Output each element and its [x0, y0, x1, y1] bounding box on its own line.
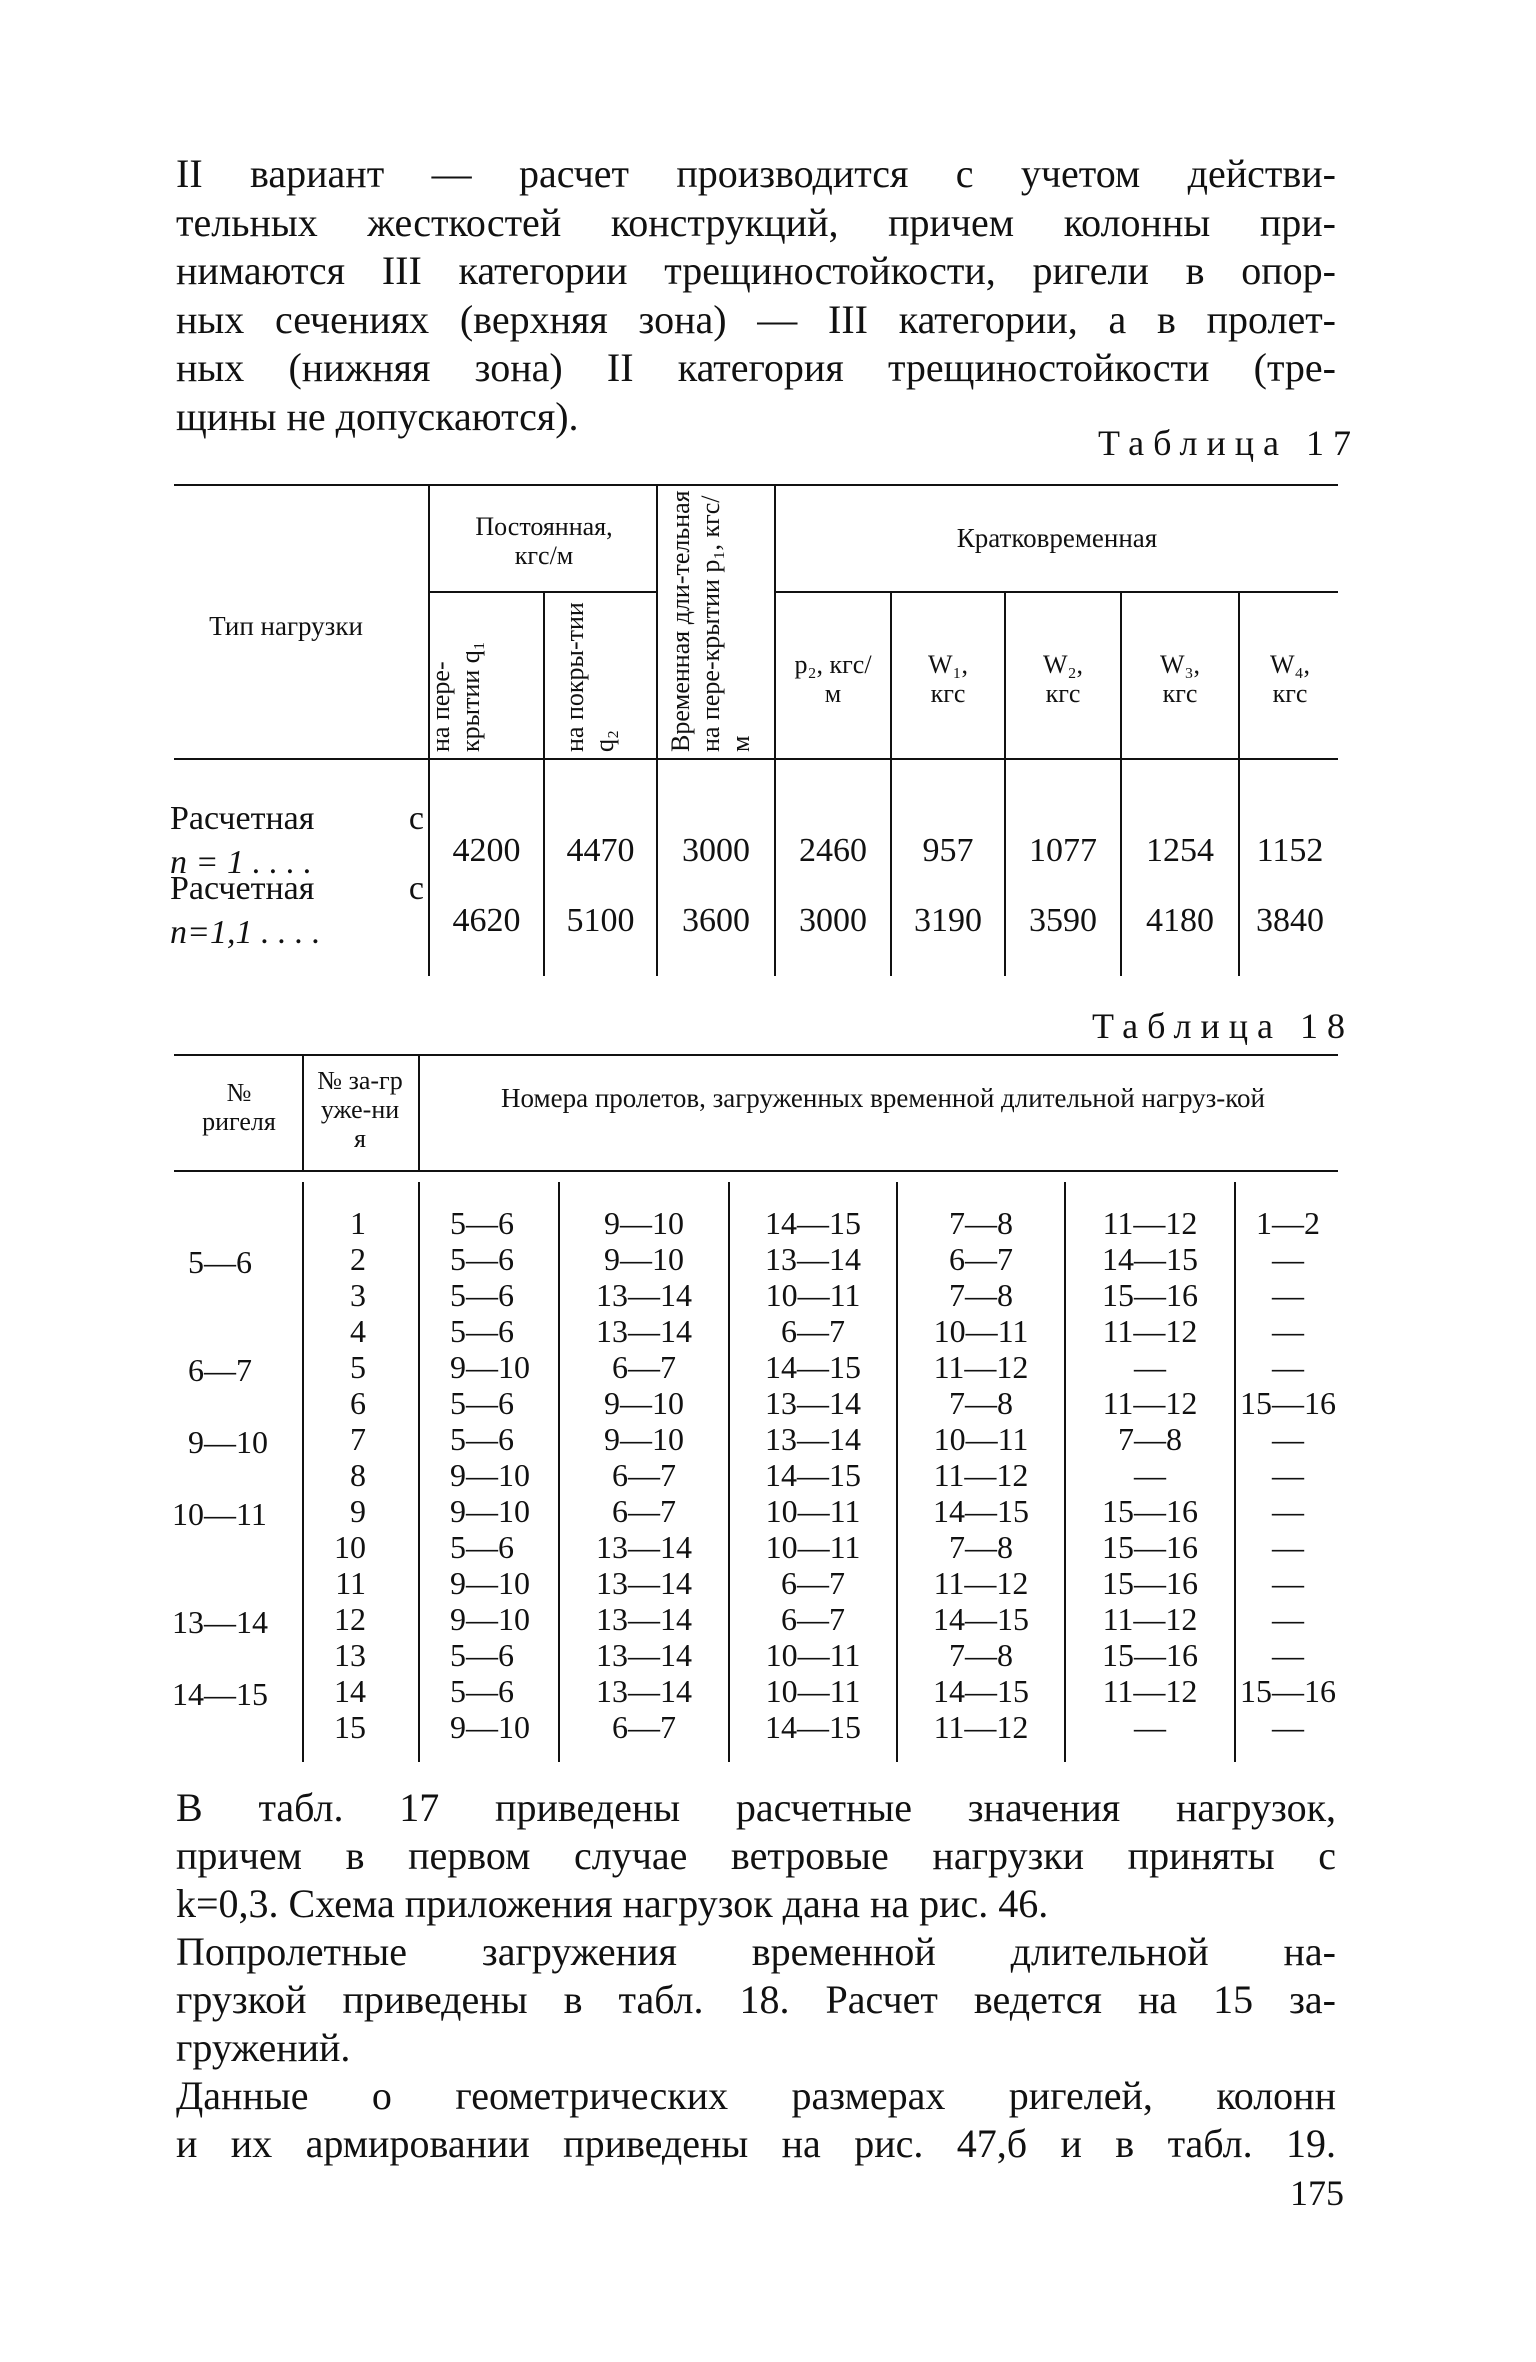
table18-load-number: 4	[350, 1313, 366, 1349]
table18-span-cell: 14—15	[765, 1349, 861, 1385]
table18-span-cell: 13—14	[596, 1673, 692, 1709]
table18-col-rigel	[176, 1078, 302, 1136]
table18-load-number: 13	[334, 1637, 366, 1673]
page-number: 175	[1290, 2173, 1344, 2213]
table18-span-cell: 14—15	[765, 1205, 861, 1241]
table18-span-cell: —	[1272, 1709, 1304, 1745]
table18-span-cell: 6—7	[612, 1457, 676, 1493]
table17-cell: 957	[922, 832, 974, 869]
table18-load-number: 10	[334, 1529, 366, 1565]
table18-span-cell: 10—11	[765, 1673, 861, 1709]
table17-cell: 4200	[452, 832, 521, 869]
table17-cell: 1254	[1146, 832, 1214, 869]
table18-span-cell: 6—7	[612, 1349, 676, 1385]
table17-top-rule	[174, 484, 1338, 486]
table18-span-cell: 9—10	[450, 1349, 530, 1385]
table18-span-cell: —	[1272, 1421, 1304, 1457]
table18-span-cell: 6—7	[949, 1241, 1013, 1277]
table18-span-cell: —	[1272, 1601, 1304, 1637]
table18-load-number: 6	[350, 1385, 366, 1421]
outro-paragraph-3	[176, 2072, 1336, 2168]
table18-span-cell: —	[1134, 1457, 1166, 1493]
table18-span-cell: 15—16	[1102, 1637, 1198, 1673]
table18-span-cell: 7—8	[949, 1637, 1013, 1673]
table18-load-number: 8	[350, 1457, 366, 1493]
table18-load-number: 1	[350, 1205, 366, 1241]
table18-span-cell: 9—10	[450, 1601, 530, 1637]
table17-cell: 3840	[1256, 902, 1324, 939]
outro-line: Попролетные загружения временной длительной на-	[176, 1929, 1336, 1974]
table18-span-cell: 5—6	[450, 1313, 514, 1349]
table17-caption: Таблица 17	[1098, 423, 1360, 463]
table18-col-load	[304, 1066, 416, 1153]
outro-line: гружений.	[176, 2025, 351, 2070]
table18-span-cell: —	[1272, 1529, 1304, 1565]
table18-span-cell: —	[1272, 1637, 1304, 1673]
table18-rigel-label: 9—10	[188, 1424, 268, 1460]
table17-col-temp-label: Временная дли-тельная на пере-крытии p₁, кгс/м	[666, 490, 755, 752]
table17-col-w3-label: W₃, кгс	[1159, 650, 1201, 708]
table17-cell: 3600	[682, 902, 750, 939]
table18-span-cell: 5—6	[450, 1205, 514, 1241]
table18-load-number: 5	[350, 1349, 366, 1385]
table18-span-cell: 10—11	[933, 1421, 1029, 1457]
table18-span-cell: 13—14	[596, 1313, 692, 1349]
table18-span-cell: 10—11	[765, 1529, 861, 1565]
table18-span-cell: —	[1272, 1349, 1304, 1385]
outro-line: и их армировании приведены на рис. 47,б и в табл. 19.	[176, 2121, 1336, 2166]
outro-paragraph-1	[176, 1784, 1336, 1928]
outro-line: k=0,3. Схема приложения нагрузок дана на рис. 46.	[176, 1881, 1049, 1926]
table18-span-cell: 10—11	[765, 1277, 861, 1313]
table17-cell: 3590	[1029, 902, 1097, 939]
table17-col-w2-label: W₂, кгс	[1042, 650, 1084, 708]
table18-span-cell: 5—6	[450, 1421, 514, 1457]
table18-span-cell: —	[1272, 1493, 1304, 1529]
intro-line: тельных жесткостей конструкций, причем колонны при-	[176, 199, 1336, 245]
table18-load-number: 11	[335, 1565, 366, 1601]
table18-span-cell: 7—8	[949, 1529, 1013, 1565]
intro-paragraph	[176, 150, 1336, 442]
table18-span-cell: 11—12	[1102, 1385, 1198, 1421]
outro-line: В табл. 17 приведены расчетные значения нагрузок,	[176, 1785, 1336, 1830]
table18-span-cell: —	[1272, 1313, 1304, 1349]
table18-span-cell: 5—6	[450, 1241, 514, 1277]
table18-span-cell: 13—14	[596, 1565, 692, 1601]
table18-top-rule	[174, 1054, 1338, 1056]
table18-span-cell: —	[1134, 1709, 1166, 1745]
intro-line: ных сечениях (верхняя зона) — III категории, а в пролет-	[176, 296, 1336, 342]
table18-span-cell: 15—16	[1102, 1493, 1198, 1529]
table17-cell: 5100	[566, 902, 635, 939]
table17-cell: 3190	[914, 902, 982, 939]
outro-line: Данные о геометрических размерах ригелей, колонн	[176, 2073, 1336, 2118]
table18-span-cell: 5—6	[450, 1277, 514, 1313]
table18-span-cell: 9—10	[604, 1385, 684, 1421]
table18-span-cell: 10—11	[765, 1493, 861, 1529]
table18-span-cell: 7—8	[949, 1205, 1013, 1241]
table18-span-cell: 13—14	[596, 1529, 692, 1565]
table18-span-cell: 1—2	[1256, 1205, 1320, 1241]
table17-cell: 3000	[799, 902, 867, 939]
table18-span-cell: 11—12	[933, 1565, 1029, 1601]
table17-row-label: n=1,1 . . . .	[170, 914, 321, 951]
table17-col-temp	[666, 490, 756, 752]
table18-span-cell: 11—12	[1102, 1313, 1198, 1349]
table17-group-permanent-label: Постоянная, кгс/м	[475, 512, 613, 570]
table17-col-w3	[1122, 650, 1238, 708]
table18-span-cell: 7—8	[1118, 1421, 1182, 1457]
table18-load-number: 14	[334, 1673, 366, 1709]
table18-span-cell: —	[1272, 1457, 1304, 1493]
table18-span-cell: 10—11	[933, 1313, 1029, 1349]
table18-span-cell: 9—10	[450, 1457, 530, 1493]
table18-header-rule	[174, 1170, 1338, 1172]
table17-sub-q2-label: на покры-тии q₂	[560, 602, 619, 752]
table17-row-label: n = 1 . . . .	[170, 844, 312, 881]
table17-cell: 2460	[799, 832, 867, 869]
outro-line: причем в первом случае ветровые нагрузки приняты с	[176, 1833, 1336, 1878]
table17-cell: 4470	[566, 832, 635, 869]
outro-line: грузкой приведены в табл. 18. Расчет ведется на 15 за-	[176, 1977, 1336, 2022]
table18-span-cell: 11—12	[1102, 1673, 1198, 1709]
table18-span-cell: 11—12	[933, 1349, 1029, 1385]
table18-col-spans: Номера пролетов, загруженных временной длительной нагруз-кой	[501, 1083, 1265, 1113]
outro-paragraph-2	[176, 1928, 1336, 2072]
table17-sub-q2	[560, 602, 620, 752]
table18-span-cell: 14—15	[765, 1457, 861, 1493]
table17-cell: 4620	[452, 902, 521, 939]
table18-col-load-label: № за-груже-ния	[317, 1066, 403, 1153]
table18-span-cell: 11—12	[933, 1709, 1029, 1745]
table17-col-w1-label: W₁, кгс	[927, 650, 969, 708]
table18-span-cell: 6—7	[612, 1709, 676, 1745]
table18-span-cell: 7—8	[949, 1277, 1013, 1313]
table18-span-cell: 13—14	[596, 1277, 692, 1313]
intro-line: ных (нижняя зона) II категория трещиностойкости (тре-	[176, 345, 1336, 391]
table18-load-number: 9	[350, 1493, 366, 1529]
table18-span-cell: 6—7	[781, 1565, 845, 1601]
table17-cell: 1152	[1256, 832, 1324, 869]
table18-span-cell: 5—6	[450, 1673, 514, 1709]
table18-span-cell: 15—16	[1240, 1673, 1336, 1709]
table18-load-number: 15	[334, 1709, 366, 1745]
intro-line: нимаются III категории трещиностойкости, ригели в опор-	[176, 248, 1336, 294]
table18-caption: Таблица 18	[1092, 1006, 1354, 1046]
table18-load-number: 3	[350, 1277, 366, 1313]
table18-span-cell: 5—6	[450, 1385, 514, 1421]
table17-row-label: Расчетная с	[170, 800, 424, 837]
table17-col-p2-label: p₂, кгс/м	[794, 650, 872, 708]
table18-span-cell: 7—8	[949, 1385, 1013, 1421]
intro-line: II вариант — расчет производится с учетом действи-	[176, 151, 1336, 196]
table18-load-number: 12	[334, 1601, 366, 1637]
table18-span-cell: 13—14	[596, 1637, 692, 1673]
table18-span-cell: 5—6	[450, 1637, 514, 1673]
table17-group-short: Кратковременная	[956, 523, 1158, 553]
table18-span-cell: 9—10	[450, 1493, 530, 1529]
table17-col-type: Тип нагрузки	[209, 611, 363, 641]
table17-header-rule	[174, 758, 1338, 760]
table18-span-cell: —	[1272, 1241, 1304, 1277]
table18-span-cell: 13—14	[765, 1241, 861, 1277]
table18-rigel-label: 5—6	[188, 1244, 252, 1280]
table17-cell: 1077	[1029, 832, 1097, 869]
table18-span-cell: 9—10	[450, 1709, 530, 1745]
table18-rigel-label: 14—15	[172, 1676, 268, 1712]
table18-span-cell: 11—12	[1102, 1205, 1198, 1241]
table18-span-cell: 14—15	[933, 1673, 1029, 1709]
table17-group-permanent	[432, 512, 656, 570]
table18-span-cell: —	[1272, 1565, 1304, 1601]
table18-span-cell: 6—7	[781, 1601, 845, 1637]
table18-rigel-label: 6—7	[188, 1352, 252, 1388]
table18-span-cell: —	[1134, 1349, 1166, 1385]
table18-load-number: 2	[350, 1241, 366, 1277]
table17-group-rule	[776, 591, 1338, 593]
table17-row-label: Расчетная с	[170, 870, 424, 907]
table18-span-cell: 14—15	[765, 1709, 861, 1745]
table18-col-rigel-label: № ригеля	[202, 1078, 276, 1136]
table18-span-cell: 15—16	[1102, 1529, 1198, 1565]
intro-line: щины не допускаются).	[176, 393, 579, 439]
table18-span-cell: 13—14	[765, 1385, 861, 1421]
table17-col-w1	[892, 650, 1004, 708]
table18-span-cell: 13—14	[596, 1601, 692, 1637]
table18-span-cell: 10—11	[765, 1637, 861, 1673]
table18-span-cell: 14—15	[933, 1601, 1029, 1637]
table17-sub-q1	[426, 602, 486, 752]
table17-col-p2	[776, 650, 890, 708]
table18-span-cell: 9—10	[450, 1565, 530, 1601]
table18-span-cell: 9—10	[604, 1241, 684, 1277]
table18-span-cell: 14—15	[933, 1493, 1029, 1529]
table18-span-cell: 11—12	[933, 1457, 1029, 1493]
table18-load-number: 7	[350, 1421, 366, 1457]
table18-span-cell: 15—16	[1240, 1385, 1336, 1421]
table18-span-cell: 11—12	[1102, 1601, 1198, 1637]
table18-span-cell: —	[1272, 1277, 1304, 1313]
table18-span-cell: 15—16	[1102, 1277, 1198, 1313]
table17-sub-q1-label: на пере-крытии q₁	[426, 641, 485, 752]
table18-col-rule	[418, 1056, 420, 1170]
table18-span-cell: 13—14	[765, 1421, 861, 1457]
table18-rigel-label: 10—11	[172, 1496, 267, 1532]
table17-col-w4	[1240, 650, 1340, 708]
table18-span-cell: 6—7	[612, 1493, 676, 1529]
table18-span-cell: 14—15	[1102, 1241, 1198, 1277]
table18-span-cell: 9—10	[604, 1421, 684, 1457]
table17-cell: 3000	[682, 832, 750, 869]
table17-cell: 4180	[1146, 902, 1214, 939]
table17-col-w2	[1006, 650, 1120, 708]
table18-span-cell: 5—6	[450, 1529, 514, 1565]
table17-col-w4-label: W₄, кгс	[1269, 650, 1311, 708]
table18-span-cell: 6—7	[781, 1313, 845, 1349]
table18-span-cell: 15—16	[1102, 1565, 1198, 1601]
table18-rigel-label: 13—14	[172, 1604, 268, 1640]
table18-span-cell: 9—10	[604, 1205, 684, 1241]
